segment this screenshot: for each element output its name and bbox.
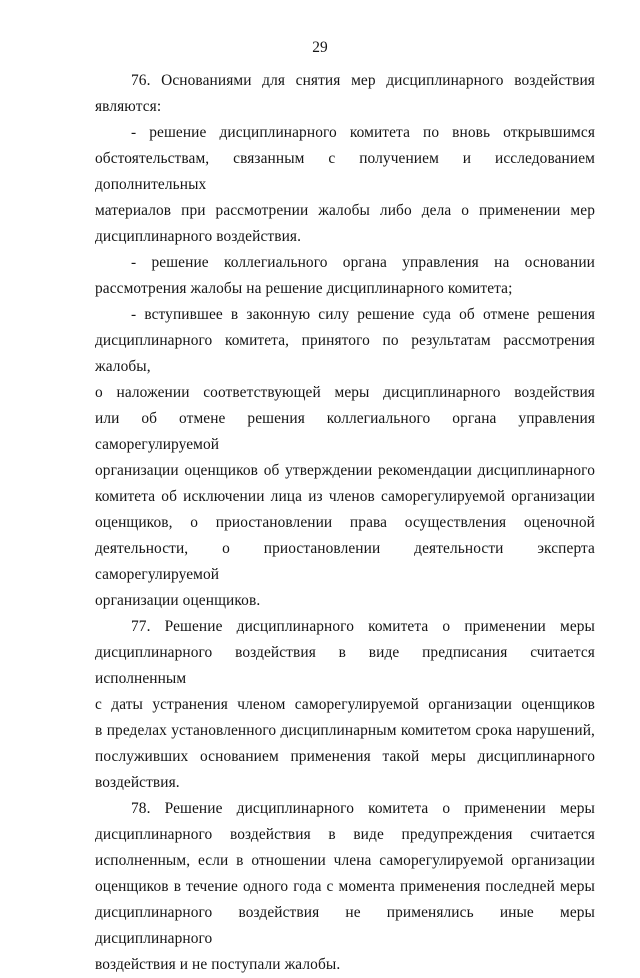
text-line: оценщиков, о приостановлении права осуществления оценочной (95, 514, 595, 531)
text-line: 77. Решение дисциплинарного комитета о применении меры (131, 618, 595, 635)
text-line: - решение дисциплинарного комитета по вновь открывшимся (131, 124, 595, 141)
text-line: послуживших основанием применения такой меры дисциплинарного (95, 748, 595, 765)
text-line: организации оценщиков. (95, 592, 261, 609)
text-line: исполненным, если в отношении члена саморегулируемой организации (95, 852, 595, 869)
paragraph-p76-2 (95, 250, 595, 302)
text-line: - вступившее в законную силу решение суда об отмене решения (131, 306, 595, 323)
text-line: в пределах установленного дисциплинарным комитетом срока нарушений, (95, 722, 595, 739)
text-line: дисциплинарного комитета, принятого по результатам рассмотрения жалобы, (95, 332, 595, 375)
text-line: являются: (95, 98, 162, 115)
text-line: - решение коллегиального органа управления на основании (131, 254, 595, 271)
text-line: дисциплинарного воздействия не применялись иные меры дисциплинарного (95, 904, 595, 947)
text-line: или об отмене решения коллегиального органа управления саморегулируемой (95, 410, 595, 453)
paragraph-p78 (95, 796, 595, 978)
paragraph-p76-3 (95, 302, 595, 614)
text-line: комитета об исключении лица из членов саморегулируемой организации (95, 488, 595, 505)
paragraph-p77 (95, 614, 595, 796)
text-line: дисциплинарного воздействия в виде предупреждения считается (95, 826, 595, 843)
paragraph-p76 (95, 68, 595, 120)
text-line: о наложении соответствующей меры дисциплинарного воздействия (95, 384, 595, 401)
text-line: 78. Решение дисциплинарного комитета о применении меры (131, 800, 595, 817)
text-line: оценщиков в течение одного года с момента применения последней меры (95, 878, 595, 895)
text-line: дисциплинарного воздействия. (95, 228, 302, 245)
page-number: 29 (312, 39, 328, 56)
text-line: воздействия и не поступали жалобы. (95, 956, 341, 973)
text-line: воздействия. (95, 774, 180, 791)
text-line: с даты устранения членом саморегулируемой организации оценщиков (95, 696, 595, 713)
document-body (95, 68, 595, 978)
text-line: обстоятельствам, связанным с получением и исследованием дополнительных (95, 150, 595, 193)
text-line: 76. Основаниями для снятия мер дисциплинарного воздействия (131, 72, 595, 89)
text-line: организации оценщиков об утверждении рекомендации дисциплинарного (95, 462, 595, 479)
text-line: деятельности, о приостановлении деятельности эксперта саморегулируемой (95, 540, 595, 583)
paragraph-p76-1 (95, 120, 595, 250)
text-line: материалов при рассмотрении жалобы либо дела о применении мер (95, 202, 595, 219)
text-line: дисциплинарного воздействия в виде предписания считается исполненным (95, 644, 595, 687)
text-line: рассмотрения жалобы на решение дисциплинарного комитета; (95, 280, 513, 297)
